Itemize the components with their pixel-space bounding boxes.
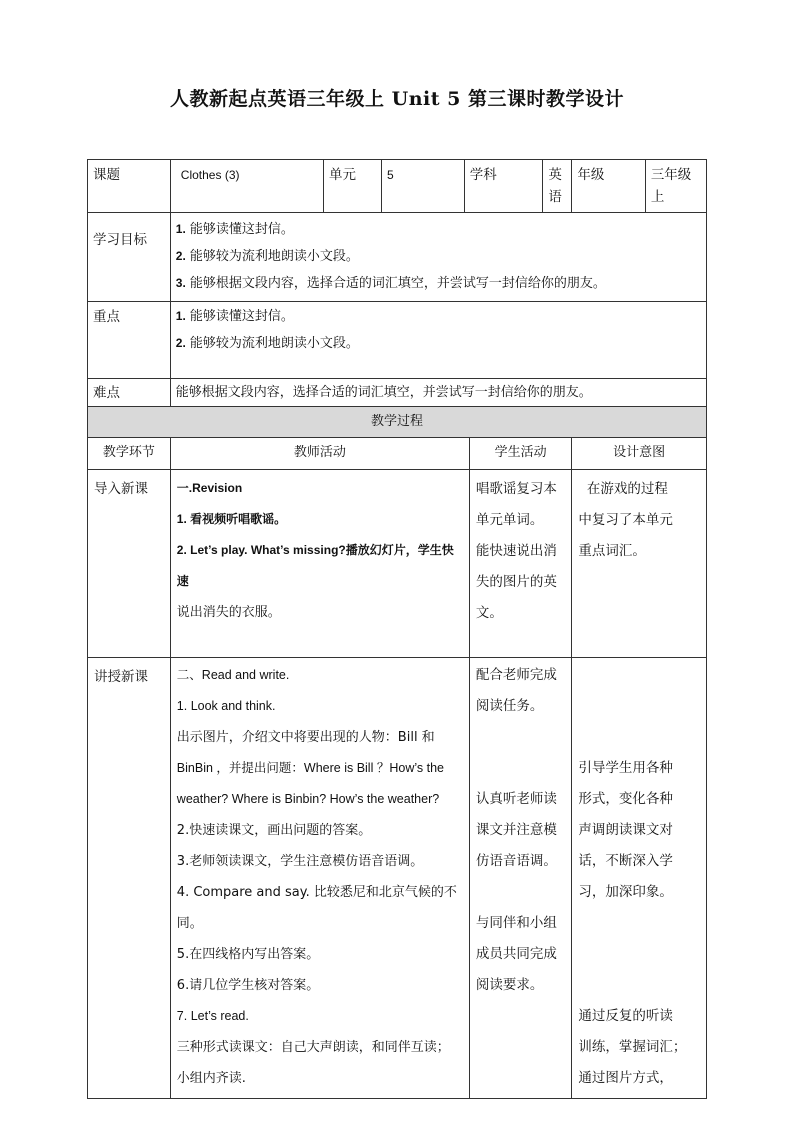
key-point-item: 1. 能够读懂这封信。 (175, 309, 294, 324)
topic-value: Clothes (3) (180, 168, 240, 182)
process-header-row (88, 438, 707, 470)
teach-stage: 讲授新课 (94, 669, 148, 685)
objective-item: 1. 能够读懂这封信。 (175, 222, 294, 237)
header-stage: 教学环节 (102, 445, 155, 460)
subject-label: 学科 (469, 167, 497, 183)
info-row (88, 160, 707, 213)
topic-label: 课题 (93, 167, 120, 183)
intro-row (88, 470, 707, 658)
teach-design-intent: 引导学生用各种 形式，变化各种 声调朗读课文对 话，不断深入学 习，加深印象。 通过反复的听读 训练，掌握词汇； 通过图片方式， (578, 760, 687, 1086)
header-student: 学生活动 (494, 445, 547, 460)
objectives-list (171, 213, 706, 301)
teach-teacher-activity: 二、Read and write. 1. Look and think. 出示图片，介绍文中将要出现的人物：Bill 和 BinBin ，并提出问题：Where is Bill ？How’s the weather? Where is Binbin? How’s the weather? 2.快速读课文，画出问题的答案。 3.老师领读课文，学生注意模仿语音语调。 4. Compare and say. 比较悉尼和北京气候的不同。 5.在四线格内写出答案。 6.请几位学生核对答案。 7. Let’s read. 三种形式读课文：自己大声朗读，和同伴互读； 小组内齐读. (176, 668, 457, 1086)
teach-row (88, 658, 707, 1099)
header-teacher: 教师活动 (293, 445, 346, 460)
grade-value: 三年级上 (650, 167, 692, 205)
teach-student-activity: 配合老师完成 阅读任务。 认真听老师读 课文并注意模 仿语音语调。 与同伴和小组 成员共同完成 阅读要求。 (475, 667, 557, 993)
process-section-row (88, 407, 707, 438)
intro-stage: 导入新课 (94, 481, 148, 497)
process-section-title: 教学过程 (370, 414, 423, 429)
objectives-row (88, 213, 707, 302)
objective-item: 3. 能够根据文段内容，选择合适的词汇填空，并尝试写一封信给你的朋友。 (175, 276, 606, 291)
subject-value: 英语 (548, 167, 562, 205)
difficulty-text: 能够根据文段内容，选择合适的词汇填空，并尝试写一封信给你的朋友。 (175, 385, 592, 400)
difficulty-label: 难点 (93, 385, 120, 401)
grade-label: 年级 (577, 167, 605, 183)
unit-label: 单元 (328, 167, 356, 183)
key-points-label: 重点 (93, 309, 120, 325)
lesson-plan-table (87, 159, 707, 1099)
objective-item: 2. 能够较为流利地朗读小文段。 (175, 249, 359, 264)
key-points-list (171, 302, 706, 361)
unit-value: 5 (386, 168, 394, 182)
page-title: 人教新起点英语三年级上 Unit 5 第三课时教学设计 (170, 88, 624, 110)
intro-design-intent: 在游戏的过程 中复习了本单元 重点词汇。 (578, 481, 673, 559)
intro-teacher-activity: 一.Revision 1. 看视频听唱歌谣。 2. Let’s play. What’s missing?播放幻灯片，学生快速 说出消失的衣服。 (176, 481, 454, 620)
key-points-row (88, 302, 707, 379)
difficulty-row (88, 379, 707, 407)
intro-student-activity: 唱歌谣复习本 单元单词。 能快速说出消 失的图片的英 文。 (475, 481, 557, 621)
key-point-item: 2. 能够较为流利地朗读小文段。 (175, 336, 359, 351)
objectives-label: 学习目标 (93, 232, 147, 248)
header-intent: 设计意图 (613, 445, 666, 460)
